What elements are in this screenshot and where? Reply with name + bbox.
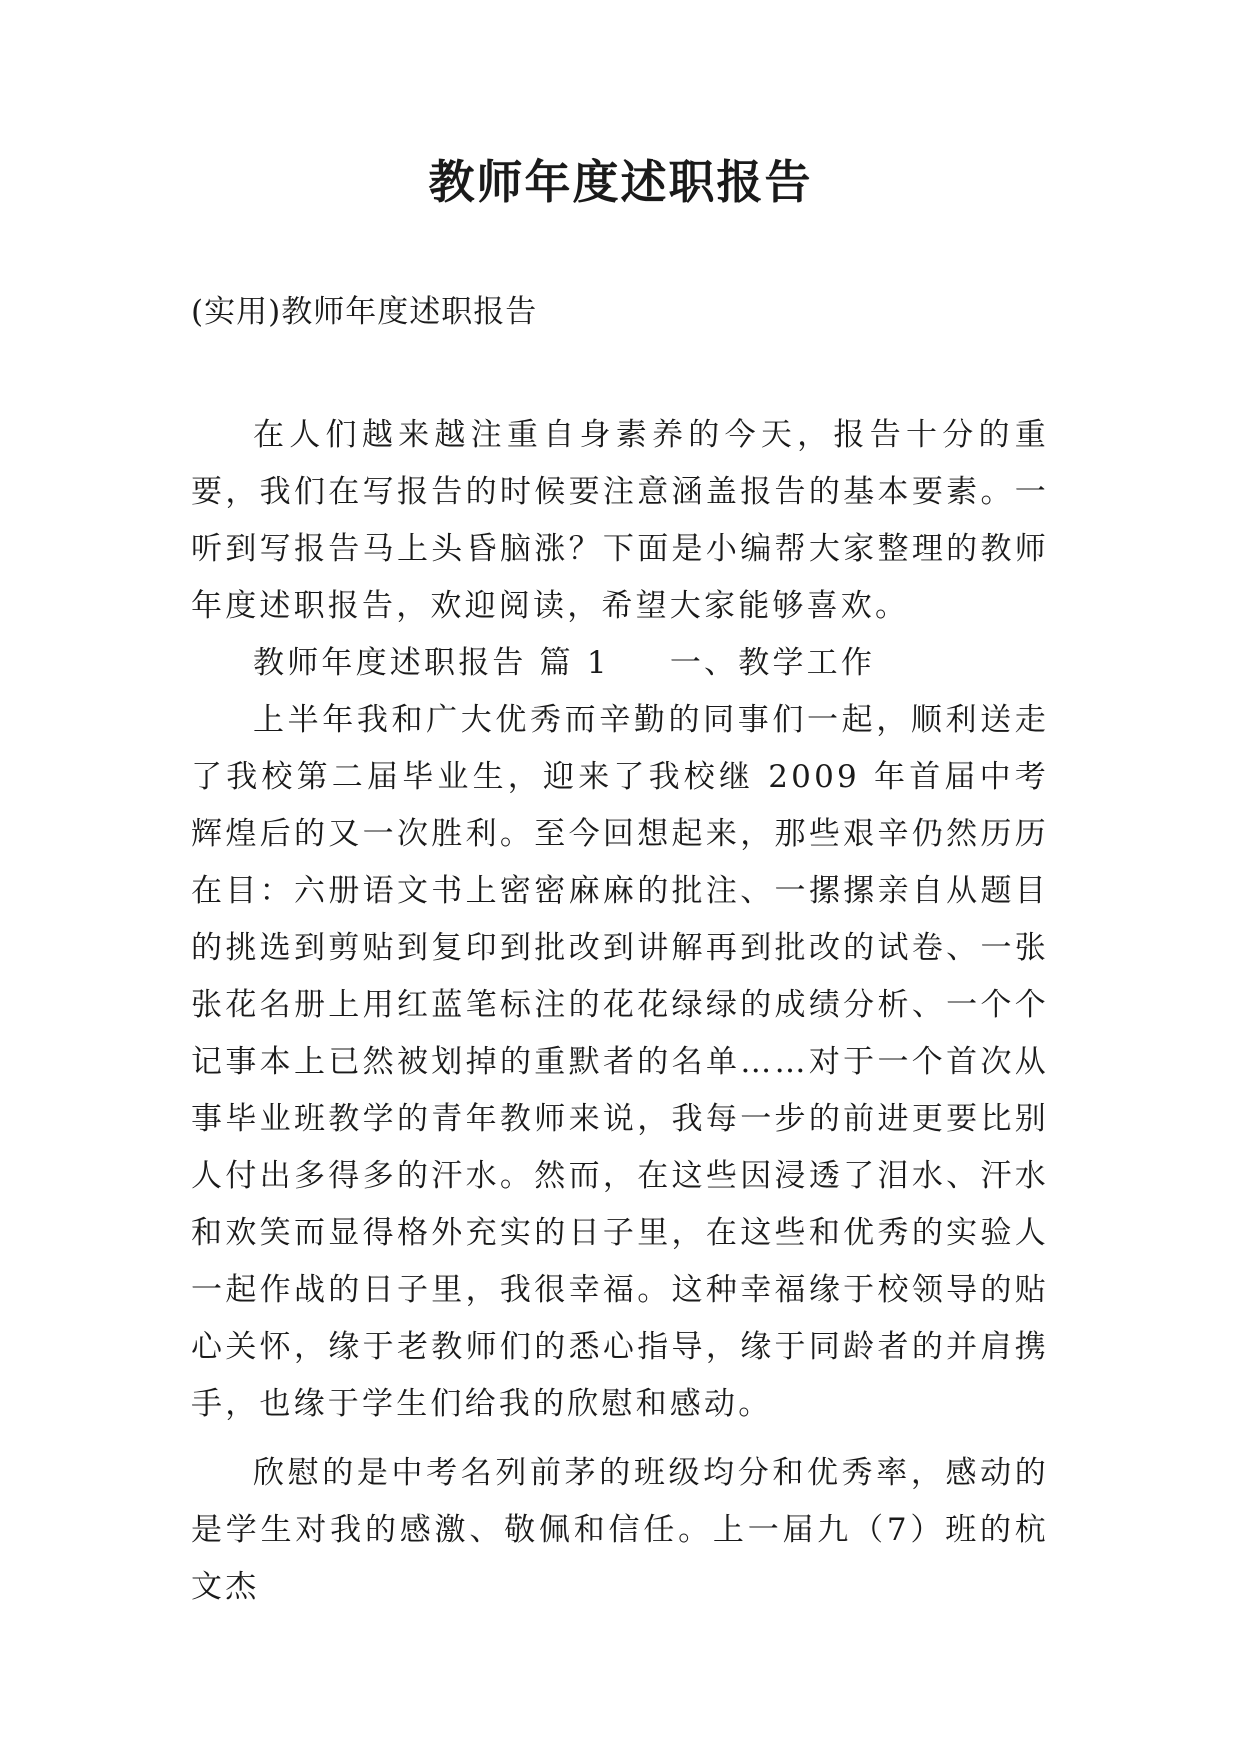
- body-paragraph: 上半年我和广大优秀而辛勤的同事们一起，顺利送走了我校第二届毕业生，迎来了我校继 2009 年首届中考辉煌后的又一次胜利。至今回想起来，那些艰辛仍然历历在目：六册语文书上密密麻麻的批注、一摞摞亲自从题目的挑选到剪贴到复印到批改到讲解再到批改的试卷、一张张花名册上用红蓝笔标注的花花绿绿的成绩分析、一个个记事本上已然被划掉的重默者的名单……对于一个首次从事毕业班教学的青年教师来说，我每一步的前进更要比别人付出多得多的汗水。然而，在这些因浸透了泪水、汗水和欢笑而显得格外充实的日子里，在这些和优秀的实验人一起作战的日子里，我很幸福。这种幸福缘于校领导的贴心关怀，缘于老教师们的悉心指导，缘于同龄者的并肩携手，也缘于学生们给我的欣慰和感动。: [191, 702, 1049, 1422]
- body-paragraph: 欣慰的是中考名列前茅的班级均分和优秀率，感动的是学生对我的感激、敬佩和信任。上一届九（7）班的杭文杰: [191, 1455, 1049, 1605]
- document-body: [191, 407, 1049, 1616]
- intro-paragraph: 在人们越来越注重自身素养的今天，报告十分的重要，我们在写报告的时候要注意涵盖报告的基本要素。一听到写报告马上头昏脑涨？下面是小编帮大家整理的教师年度述职报告，欢迎阅读，希望大家能够喜欢。: [191, 417, 1049, 624]
- section-heading-part: 一、教学工作: [669, 645, 876, 681]
- section-heading-title: 教师年度述职报告 篇 1: [253, 645, 610, 681]
- section-heading: [191, 635, 1049, 692]
- document-title: 教师年度述职报告: [428, 155, 813, 209]
- document-subtitle: (实用)教师年度述职报告: [191, 294, 538, 330]
